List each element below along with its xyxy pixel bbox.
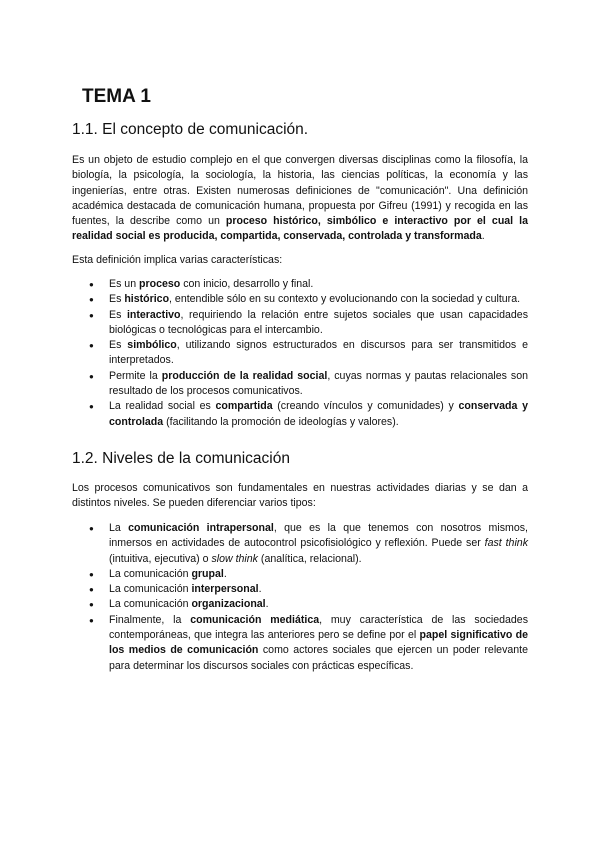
bold-text: simbólico [127,339,177,352]
bold-text: proceso histórico, simbólico e interactivo por el cual la realidad social es producida, compartida, conservada, controlada y transformada [72,215,529,243]
text-run: Es [109,308,127,321]
bold-text: comunicación intrapersonal [128,522,274,534]
text-run: , que es la que tenemos con nosotros mismos, inmersos en actividades de autocontrol psicofisiológico y reflexión. Puede ser [109,522,528,550]
text-run: , utilizando signos estructurados en discursos para ser transmitidos e interpretados. [109,339,528,367]
list-item [72,369,528,400]
bold-text: histórico [124,293,170,306]
text-run: (facilitando la promoción de ideologías y valores). [163,415,399,428]
text-run: , entendible sólo en su contexto y evolucionando con la sociedad y cultura. [169,293,521,306]
bold-text: organizacional [191,598,266,611]
text-run: La comunicación [109,598,192,611]
text-run: La comunicación [109,567,192,580]
section-1-heading: 1.1. El concepto de comunicación. [72,121,309,138]
bold-text: producción de la realidad social [161,369,328,382]
text-run: , requiriendo la relación entre sujetos sociales que usan capacidades biológicas o tecnológicas para el intercambio. [109,308,528,336]
list-item [72,597,528,612]
text-run: . [481,230,485,243]
page-title: TEMA 1 [82,86,151,107]
list-item [72,292,528,307]
text-run: con inicio, desarrollo y final. [180,278,314,290]
section-1-characteristics-list [72,277,528,430]
text-run: Permite la [109,369,162,382]
text-run: La comunicación [109,583,192,596]
text-run: . [265,598,269,611]
bold-text: grupal [191,567,224,580]
section-1-implica-text: Esta definición implica varias características: [72,254,283,266]
list-item [72,277,528,292]
bold-text: conservada y controlada [109,400,528,428]
text-run: (intuitiva, ejecutiva) o [109,552,212,565]
bold-text: proceso [139,278,181,290]
text-run: La realidad social es [109,400,216,413]
text-run: Es un [109,278,140,290]
text-run: (creando vínculos y comunidades) y [272,400,459,413]
text-run: . [258,583,262,596]
text-run: como actores sociales que ejercen un poder relevante para determinar los discursos sociales con prácticas específicas. [109,644,528,672]
bold-text: interpersonal [191,583,259,596]
text-run: , cuyas normas y pautas relacionales son resultado de los procesos comunicativos. [109,369,528,398]
list-item [72,338,528,369]
list-item [72,613,528,674]
bold-text: papel significativo de los medios de comunicación [109,629,528,657]
text-run: La [109,522,129,534]
text-run: , muy característica de las sociedades contemporáneas, que integra las anteriores pero se define por el [109,613,528,642]
list-item [72,567,528,582]
bold-text: comunicación mediática [190,613,320,626]
italic-text: slow think [211,552,258,565]
text-run: Es [109,293,125,306]
list-item [72,521,528,567]
section-2-heading: 1.2. Niveles de la comunicación [72,450,290,467]
text-run: Es [109,339,128,352]
list-item [72,399,528,430]
bold-text: compartida [215,400,273,413]
text-run: . [223,567,227,580]
list-item [72,582,528,597]
italic-text: fast think [484,537,528,550]
text-run: Es un objeto de estudio complejo en el que convergen diversas disciplinas como la filosofía, la biología, la psicología, la sociología, la historia, las ciencias políticas, la economía y las ingenierías, entre otras. Existen numerosas definiciones de "comunicación". Una definición académica destacada de comunicación humana, propuesta por Gifreu (1991) y recogida en las fuentes, la describe como un [72,154,528,228]
section-2-intro-paragraph: Los procesos comunicativos son fundamentales en nuestras actividades diarias y se dan a distintos niveles. Se pueden diferenciar varios tipos: [72,482,528,510]
list-item [72,308,528,339]
section-2-levels-list [72,521,528,674]
text-run: (analítica, relacional). [257,552,362,565]
text-run: Finalmente, la [109,613,191,626]
section-1-intro-paragraph [72,153,528,245]
bold-text: interactivo [126,308,181,321]
